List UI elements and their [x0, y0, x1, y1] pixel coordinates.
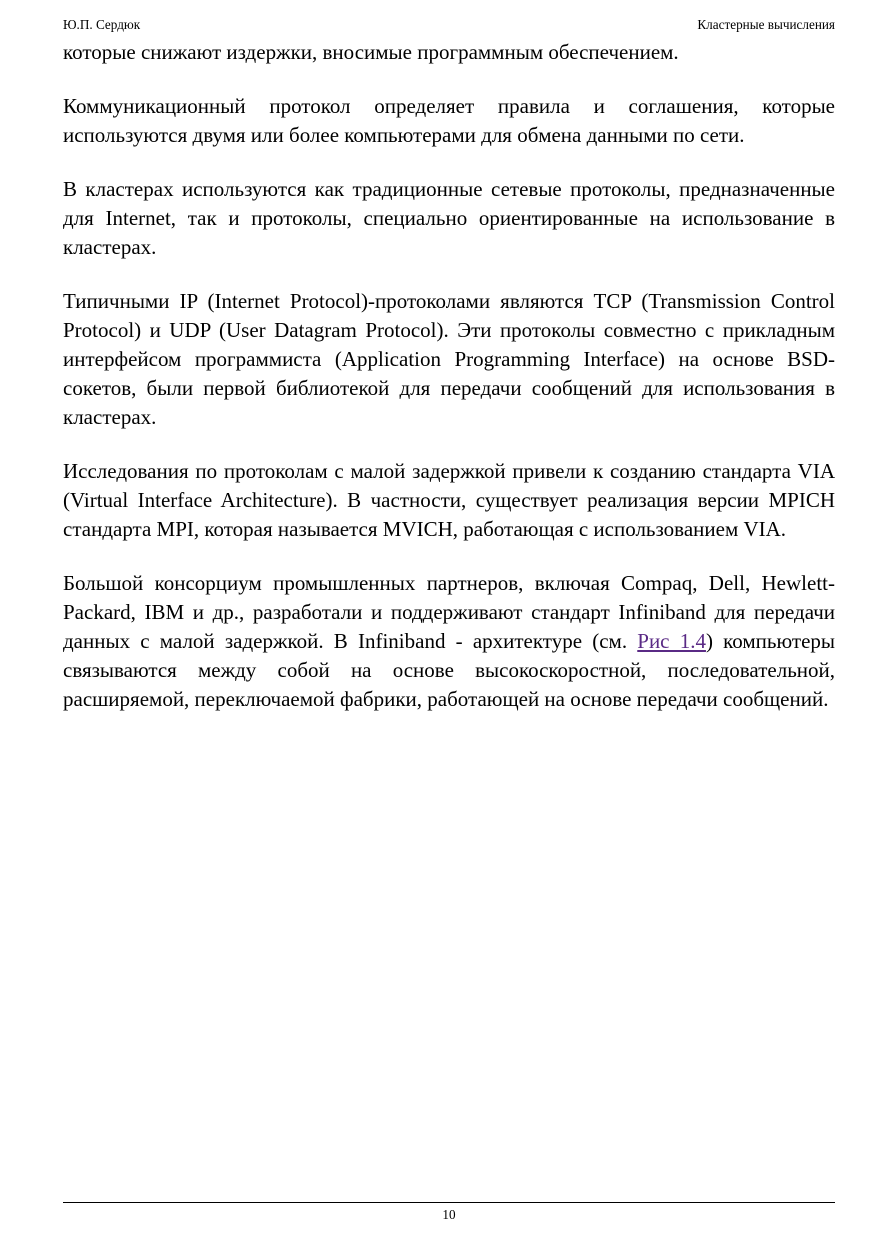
paragraph-protocol-definition: Коммуникационный протокол определяет правила и соглашения, которые используются двумя или более компьютерами для обмена данными по сети. — [63, 94, 835, 147]
page-number: 10 — [442, 1207, 456, 1222]
figure-link[interactable]: Рис 1.4 — [637, 629, 706, 653]
header-title: Кластерные вычисления — [697, 17, 835, 32]
paragraph-cluster-protocols: В кластерах используются как традиционные сетевые протоколы, предназначенные для Internet, так и протоколы, специально ориентированные на использование в кластерах. — [63, 177, 835, 259]
paragraph-continuation: которые снижают издержки, вносимые программным обеспечением. — [63, 40, 679, 64]
header-author: Ю.П. Сердюк — [63, 17, 141, 32]
footer-divider — [63, 1202, 835, 1203]
infiniband-text-after: ) компьютеры связываются между собой на основе высокоскоростной, последовательной, расширяемой, переключаемой фабрики, работающей на основе передачи сообщений. — [63, 629, 835, 711]
infiniband-text-before: Большой консорциум промышленных партнеров, включая Compaq, Dell, Hewlett-Packard, IBM и др., разработали и поддерживают стандарт Infiniband для передачи данных с малой задержкой. В Infiniband - архитектуре (см. — [63, 571, 835, 653]
paragraph-infiniband — [63, 569, 835, 714]
page-body — [63, 38, 835, 739]
paragraph-tcp-udp: Типичными IP (Internet Protocol)-протоколами являются TCP (Transmission Control Protocol) и UDP (User Datagram Protocol). Эти протоколы совместно с прикладным интерфейсом программиста (Application Programming Interface) на основе BSD-сокетов, были первой библиотекой для передачи сообщений для использования в кластерах. — [63, 289, 835, 429]
paragraph-via: Исследования по протоколам с малой задержкой привели к созданию стандарта VIA (Virtual Interface Architecture). В частности, существует реализация версии MPICH стандарта MPI, которая называется MVICH, работающая с использованием VIA. — [63, 459, 835, 541]
running-header — [63, 17, 835, 33]
